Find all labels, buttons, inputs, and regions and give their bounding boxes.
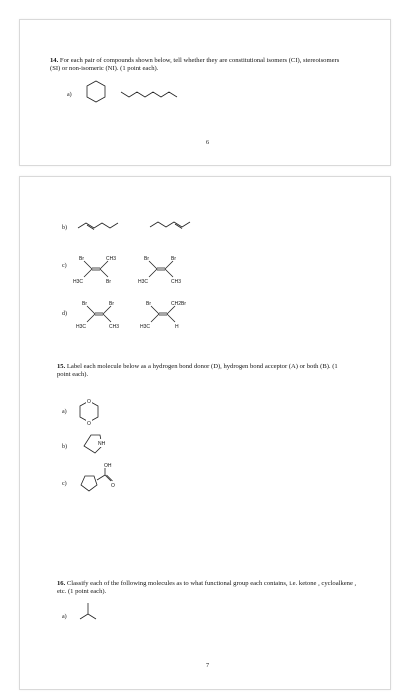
substituent-label: CH3 <box>106 256 117 262</box>
page-number-7: 7 <box>206 662 210 669</box>
pyrrolidine-structure <box>80 433 112 455</box>
substituent-label: Br <box>106 279 111 285</box>
substituent-label: H3C <box>138 279 149 285</box>
oxygen-label: O <box>87 421 91 427</box>
oxygen-label: O <box>87 399 91 405</box>
dioxane-structure <box>78 397 100 427</box>
substituent-label: Br <box>144 256 149 262</box>
hexene-zigzag-structure <box>120 88 180 100</box>
question-14 <box>50 57 340 74</box>
nh-label: NH <box>98 441 106 447</box>
part-d-label: d) <box>62 311 67 317</box>
question-14-number: 14. <box>50 57 59 64</box>
question-14-text: For each pair of compounds shown below, tell whether they are constitutional isomers (CI), stereoisomers (SI) or non-isomeric (NI). (1 point each). <box>50 57 340 73</box>
substituent-label: Br <box>109 301 114 307</box>
carbonyl-oxygen-label: O <box>111 483 115 489</box>
part-a-label: a) <box>62 409 67 415</box>
substituent-label: CH3 <box>109 324 120 330</box>
part-c-label: c) <box>62 263 67 269</box>
substituent-label: H <box>175 324 179 330</box>
question-16-text: Classify each of the following molecules as to what functional group each contains, i.e. ketone , cycloalkene , etc. (1 point each). <box>57 580 357 596</box>
substituent-label: Br <box>82 301 87 307</box>
alkene-chain-right-structure <box>149 219 191 229</box>
alkene-skeletal-structure <box>78 601 100 621</box>
alkene-chain-left-structure <box>77 220 119 230</box>
alkene-d-left-structure <box>73 300 125 330</box>
substituent-label: H3C <box>73 279 84 285</box>
substituent-label: H3C <box>140 324 151 330</box>
question-15-number: 15. <box>57 363 66 370</box>
substituent-label: Br <box>79 256 84 262</box>
part-a-label: a) <box>62 614 67 620</box>
carboxylic-acid-structure <box>77 462 123 496</box>
question-16-number: 16. <box>57 580 66 587</box>
question-15 <box>57 363 347 380</box>
alkene-d-right-structure <box>137 300 193 330</box>
part-b-label: b) <box>62 444 67 450</box>
substituent-label: Br <box>146 301 151 307</box>
page-number-6: 6 <box>206 139 210 146</box>
exam-page-7 <box>19 176 391 690</box>
part-b-label: b) <box>62 225 67 231</box>
cyclohexane-structure <box>85 80 107 104</box>
alkene-c-left-structure <box>70 255 122 285</box>
substituent-label: CH3 <box>171 279 182 285</box>
substituent-label: CH2Br <box>171 301 187 307</box>
part-c-label: c) <box>62 481 67 487</box>
exam-page-6 <box>19 19 391 166</box>
substituent-label: H3C <box>76 324 87 330</box>
question-16 <box>57 580 357 597</box>
substituent-label: Br <box>171 256 176 262</box>
alkene-c-right-structure <box>135 255 187 285</box>
question-15-text: Label each molecule below as a hydrogen bond donor (D), hydrogen bond acceptor (A) or both (B). (1 point each). <box>57 363 338 379</box>
part-a-label: a) <box>67 92 72 98</box>
hydroxyl-label: OH <box>104 463 112 469</box>
